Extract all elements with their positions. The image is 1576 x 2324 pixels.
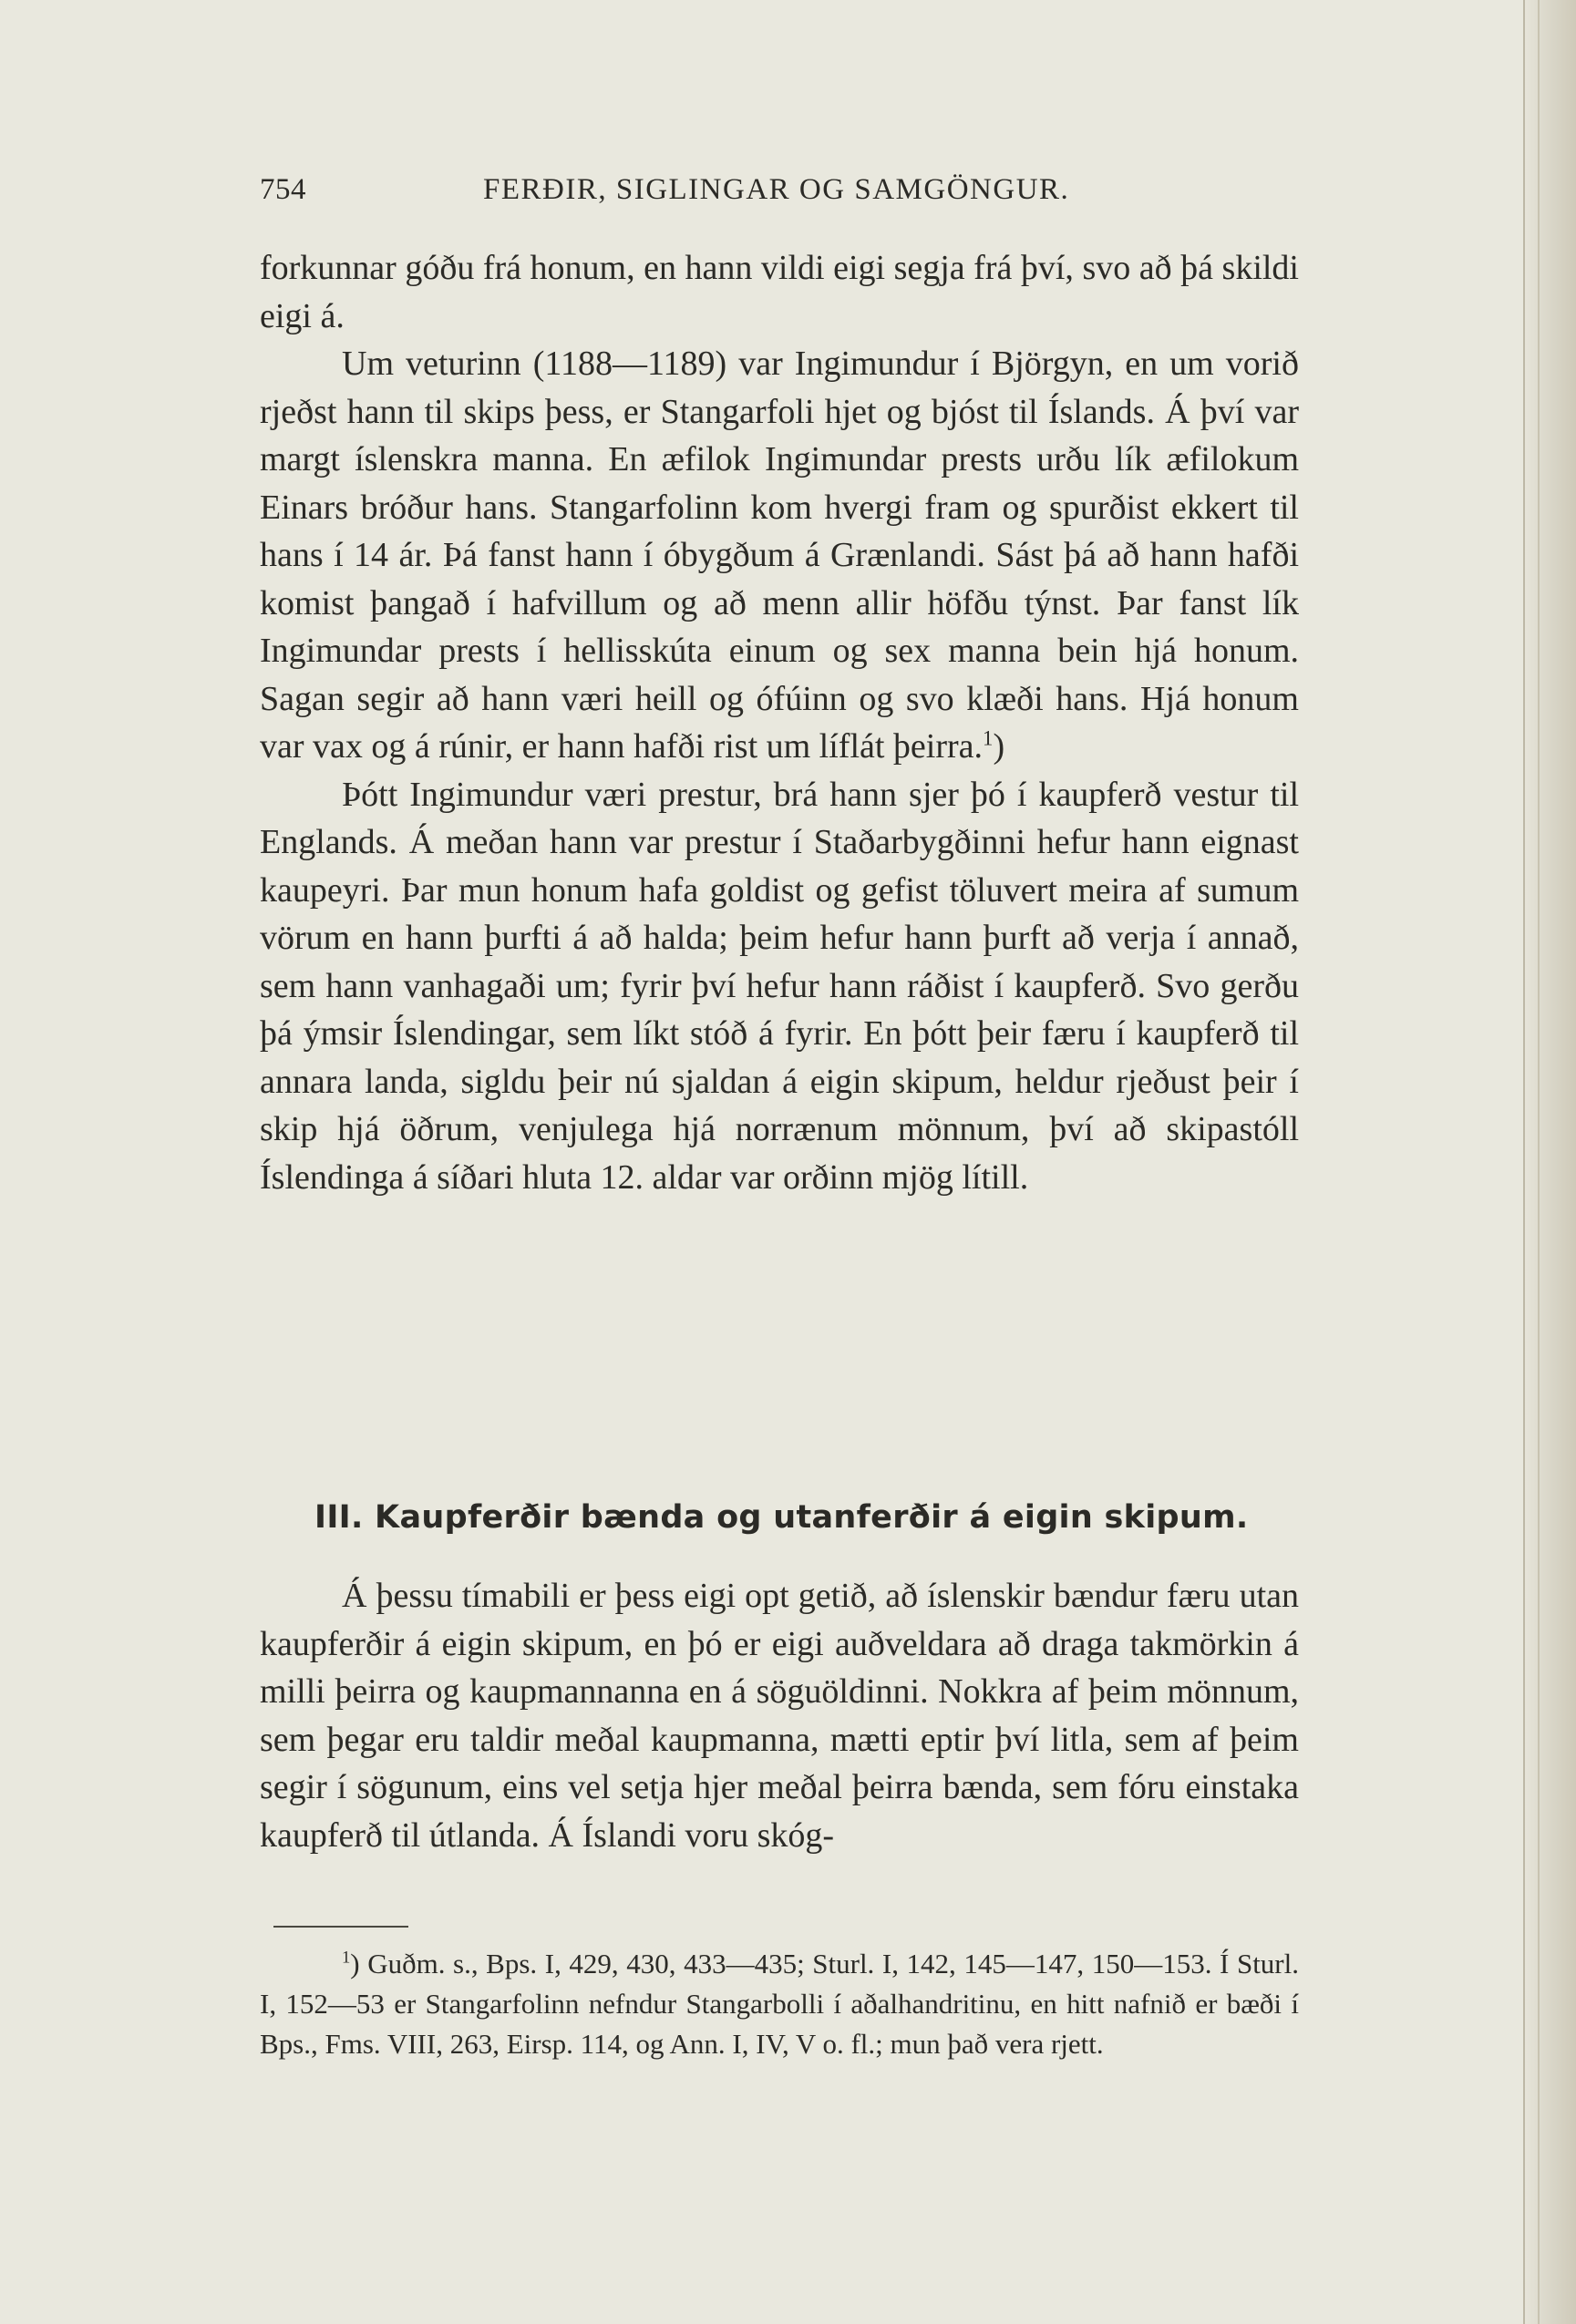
page-edge xyxy=(1523,0,1576,2324)
section-text xyxy=(260,1572,1299,1859)
section-heading: III. Kaupferðir bænda og utanferðir á eigin skipum. xyxy=(314,1499,1249,1536)
footnote-text: ) Guðm. s., Bps. I, 429, 430, 433—435; Sturl. I, 142, 145—147, 150—153. Í Sturl. I, 152—53 er Stangarfolinn nefndur Stangarbolli í aðalhandritinu, en hitt nafnið er bæði í Bps., Fms. VIII, 263, Eirsp. 114, og Ann. I, IV, V o. fl.; mun það vera rjett. xyxy=(260,1948,1299,2060)
footnote-marker: 1 xyxy=(342,1948,351,1968)
paragraph: forkunnar góðu frá honum, en hann vildi eigi segja frá því, svo að þá skildi eigi á. xyxy=(260,249,1299,335)
paragraph: Á þessu tímabili er þess eigi opt getið, að íslenskir bændur færu utan kaupferðir á eigin skipum, en þó er eigi auðveldara að draga takmörkin á milli þeirra og kaupmannanna en á söguöldinni. Nokkra af þeim mönnum, sem þegar eru taldir meðal kaupmanna, mætti eptir því litla, sem af þeim segir í sögunum, eins vel setja hjer meðal þeirra bænda, sem fóru einstaka kaupferð til útlanda. Á Íslandi voru skóg- xyxy=(260,1577,1299,1855)
main-text xyxy=(260,244,1299,1201)
footnote-divider xyxy=(273,1926,408,1928)
footnote-ref: 1 xyxy=(983,726,994,750)
paragraph xyxy=(260,340,1299,771)
running-title: FERÐIR, SIGLINGAR OG SAMGÖNGUR. xyxy=(483,173,1070,206)
paragraph-text: Um veturinn (1188—1189) var Ingimundur í Björgyn, en um vorið rjeðst hann til skips þess, er Stangarfoli hjet og bjóst til Íslands. Á því var margt íslenskra manna. En æfilok Ingimundar prests urðu lík æfilokum Einars bróður hans. Stangarfolinn kom hvergi fram og spurðist ekkert til hans í 14 ár. Þá fanst hann í óbygðum á Grænlandi. Sást þá að hann hafði komist þangað í hafvillum og að menn allir höfðu týnst. Þar fanst lík Ingimundar prests í hellisskúta einum og sex manna bein hjá honum. Sagan segir að hann væri heill og ófúinn og svo klæði hans. Hjá honum var vax og á rúnir, er hann hafði rist um líflát þeirra. xyxy=(260,344,1299,766)
footnote xyxy=(260,1944,1299,2064)
footnote-ref-paren: ) xyxy=(993,727,1005,766)
paragraph: Þótt Ingimundur væri prestur, brá hann sjer þó í kaupferð vestur til Englands. Á meðan hann var prestur í Staðarbygðinni hefur hann eignast kaupeyri. Þar mun honum hafa goldist og gefist töluvert meira af sumum vörum en hann þurfti á að halda; þeim hefur hann þurft að verja í annað, sem hann vanhagaði um; fyrir því hefur hann ráðist í kaupferð. Svo gerðu þá ýmsir Íslendingar, sem líkt stóð á fyrir. En þótt þeir færu í kaupferð til annara landa, sigldu þeir nú sjaldan á eigin skipum, heldur rjeðust þeir í skip hjá öðrum, venjulega hjá norrænum mönnum, því að skipastóll Íslendinga á síðari hluta 12. aldar var orðinn mjög lítill. xyxy=(260,775,1299,1197)
running-header xyxy=(260,173,1299,213)
page-number: 754 xyxy=(260,173,306,206)
